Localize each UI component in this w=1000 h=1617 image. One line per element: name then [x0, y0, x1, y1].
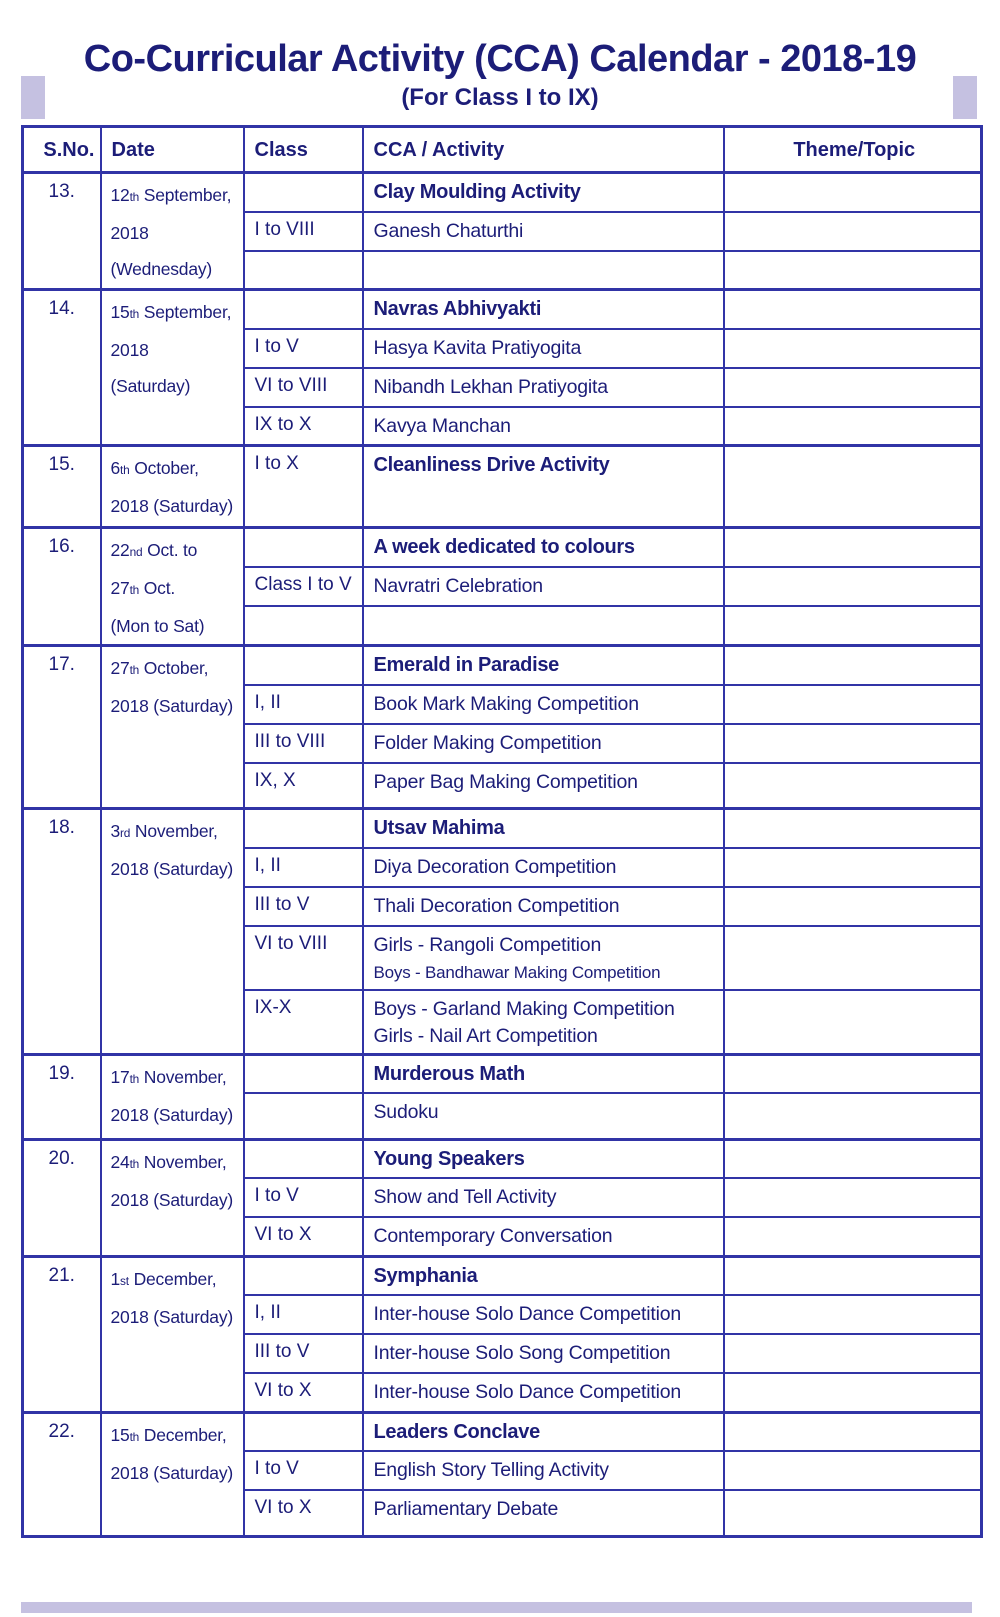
class-cell	[244, 173, 363, 212]
table-row	[23, 1412, 982, 1451]
class-cell	[244, 1054, 363, 1093]
serial-number-cell: 22.	[23, 1412, 101, 1536]
header-sno: S.No.	[23, 127, 101, 173]
activity-cell: Emerald in Paradise	[363, 646, 724, 685]
theme-cell	[724, 763, 982, 809]
class-cell	[244, 1093, 363, 1139]
date-cell: 3rd November, 2018 (Saturday)	[101, 809, 244, 1055]
theme-cell	[724, 1334, 982, 1373]
theme-cell	[724, 646, 982, 685]
class-cell	[244, 646, 363, 685]
activity-cell: Leaders Conclave	[363, 1412, 724, 1451]
class-cell: IX, X	[244, 763, 363, 809]
theme-cell	[724, 212, 982, 251]
date-cell: 22nd Oct. to 27th Oct. (Mon to Sat)	[101, 528, 244, 646]
theme-cell	[724, 329, 982, 368]
date-cell: 1st December, 2018 (Saturday)	[101, 1256, 244, 1412]
theme-cell	[724, 1412, 982, 1451]
class-cell: VI to X	[244, 1373, 363, 1412]
header-theme: Theme/Topic	[724, 127, 982, 173]
class-cell: I to V	[244, 329, 363, 368]
theme-cell	[724, 1373, 982, 1412]
class-cell	[244, 606, 363, 645]
activity-cell: Thali Decoration Competition	[363, 887, 724, 926]
activity-cell: English Story Telling Activity	[363, 1451, 724, 1490]
activity-cell: Ganesh Chaturthi	[363, 212, 724, 251]
activity-cell: Book Mark Making Competition	[363, 685, 724, 724]
table-row	[23, 528, 982, 567]
class-cell	[244, 528, 363, 567]
theme-cell	[724, 926, 982, 990]
decor-square-right	[953, 76, 977, 119]
class-cell: VI to X	[244, 1490, 363, 1536]
theme-cell	[724, 528, 982, 567]
date-cell: 6th October, 2018 (Saturday)	[101, 446, 244, 528]
date-cell: 17th November, 2018 (Saturday)	[101, 1054, 244, 1139]
theme-cell	[724, 1256, 982, 1295]
serial-number-cell: 15.	[23, 446, 101, 528]
date-cell: 24th November, 2018 (Saturday)	[101, 1139, 244, 1256]
theme-cell	[724, 848, 982, 887]
header-date: Date	[101, 127, 244, 173]
activity-cell: Contemporary Conversation	[363, 1217, 724, 1256]
table-row	[23, 1054, 982, 1093]
theme-cell	[724, 685, 982, 724]
theme-cell	[724, 1295, 982, 1334]
activity-cell: Navratri Celebration	[363, 567, 724, 606]
class-cell: Class I to V	[244, 567, 363, 606]
table-row	[23, 809, 982, 848]
serial-number-cell: 18.	[23, 809, 101, 1055]
theme-cell	[724, 809, 982, 848]
class-cell	[244, 1256, 363, 1295]
activity-cell: Paper Bag Making Competition	[363, 763, 724, 809]
activity-cell: Inter-house Solo Song Competition	[363, 1334, 724, 1373]
serial-number-cell: 16.	[23, 528, 101, 646]
theme-cell	[724, 1139, 982, 1178]
header-class: Class	[244, 127, 363, 173]
theme-cell	[724, 407, 982, 446]
class-cell: III to V	[244, 1334, 363, 1373]
table-row	[23, 173, 982, 212]
class-cell: IX to X	[244, 407, 363, 446]
activity-cell: Symphania	[363, 1256, 724, 1295]
activity-cell: Folder Making Competition	[363, 724, 724, 763]
theme-cell	[724, 1178, 982, 1217]
class-cell: I, II	[244, 1295, 363, 1334]
class-cell: I to V	[244, 1451, 363, 1490]
theme-cell	[724, 567, 982, 606]
date-cell: 15th December, 2018 (Saturday)	[101, 1412, 244, 1536]
theme-cell	[724, 368, 982, 407]
activity-cell: Parliamentary Debate	[363, 1490, 724, 1536]
activity-cell: Navras Abhivyakti	[363, 290, 724, 329]
header-activity: CCA / Activity	[363, 127, 724, 173]
date-cell: 15th September, 2018 (Saturday)	[101, 290, 244, 446]
class-cell: IX-X	[244, 990, 363, 1055]
theme-cell	[724, 173, 982, 212]
table-row	[23, 646, 982, 685]
table-row	[23, 1139, 982, 1178]
class-cell	[244, 251, 363, 290]
activity-cell: Young Speakers	[363, 1139, 724, 1178]
theme-cell	[724, 1093, 982, 1139]
activity-cell: Sudoku	[363, 1093, 724, 1139]
class-cell: I to V	[244, 1178, 363, 1217]
activity-cell: Inter-house Solo Dance Competition	[363, 1373, 724, 1412]
theme-cell	[724, 1217, 982, 1256]
class-cell: III to V	[244, 887, 363, 926]
activity-cell: Boys - Garland Making Competition Girls - Nail Art Competition	[363, 990, 724, 1055]
theme-cell	[724, 724, 982, 763]
theme-cell	[724, 887, 982, 926]
activity-cell: Hasya Kavita Pratiyogita	[363, 329, 724, 368]
theme-cell	[724, 251, 982, 290]
table-row	[23, 290, 982, 329]
theme-cell	[724, 446, 982, 528]
serial-number-cell: 13.	[23, 173, 101, 290]
class-cell: VI to VIII	[244, 368, 363, 407]
page-header	[0, 36, 1000, 112]
serial-number-cell: 19.	[23, 1054, 101, 1139]
class-cell: VI to VIII	[244, 926, 363, 990]
date-cell: 27th October, 2018 (Saturday)	[101, 646, 244, 809]
activity-cell	[363, 606, 724, 645]
activity-cell: Show and Tell Activity	[363, 1178, 724, 1217]
class-cell: VI to X	[244, 1217, 363, 1256]
serial-number-cell: 21.	[23, 1256, 101, 1412]
cca-calendar-table	[21, 125, 983, 1538]
theme-cell	[724, 990, 982, 1055]
table-header-row	[23, 127, 982, 173]
activity-cell: Kavya Manchan	[363, 407, 724, 446]
theme-cell	[724, 1451, 982, 1490]
footer-decor-bar	[21, 1602, 972, 1613]
class-cell	[244, 1139, 363, 1178]
class-cell: I to X	[244, 446, 363, 528]
class-cell: I, II	[244, 685, 363, 724]
activity-cell: Utsav Mahima	[363, 809, 724, 848]
activity-cell: Murderous Math	[363, 1054, 724, 1093]
activity-cell: Girls - Rangoli Competition Boys - Bandhawar Making Competition	[363, 926, 724, 990]
theme-cell	[724, 1490, 982, 1536]
activity-cell: Nibandh Lekhan Pratiyogita	[363, 368, 724, 407]
theme-cell	[724, 1054, 982, 1093]
date-cell: 12th September, 2018 (Wednesday)	[101, 173, 244, 290]
page-subtitle: (For Class I to IX)	[401, 84, 599, 111]
activity-cell: A week dedicated to colours	[363, 528, 724, 567]
class-cell: III to VIII	[244, 724, 363, 763]
class-cell	[244, 1412, 363, 1451]
calendar-table-body	[23, 173, 982, 1537]
activity-cell	[363, 251, 724, 290]
theme-cell	[724, 606, 982, 645]
serial-number-cell: 14.	[23, 290, 101, 446]
activity-cell: Inter-house Solo Dance Competition	[363, 1295, 724, 1334]
decor-square-left	[21, 76, 45, 119]
class-cell: I, II	[244, 848, 363, 887]
activity-cell: Clay Moulding Activity	[363, 173, 724, 212]
table-row	[23, 1256, 982, 1295]
table-row	[23, 446, 982, 528]
class-cell	[244, 290, 363, 329]
serial-number-cell: 17.	[23, 646, 101, 809]
class-cell	[244, 809, 363, 848]
theme-cell	[724, 290, 982, 329]
class-cell: I to VIII	[244, 212, 363, 251]
activity-cell: Cleanliness Drive Activity	[363, 446, 724, 528]
page-title: Co-Curricular Activity (CCA) Calendar - 2018-19	[83, 38, 917, 80]
serial-number-cell: 20.	[23, 1139, 101, 1256]
activity-cell: Diya Decoration Competition	[363, 848, 724, 887]
